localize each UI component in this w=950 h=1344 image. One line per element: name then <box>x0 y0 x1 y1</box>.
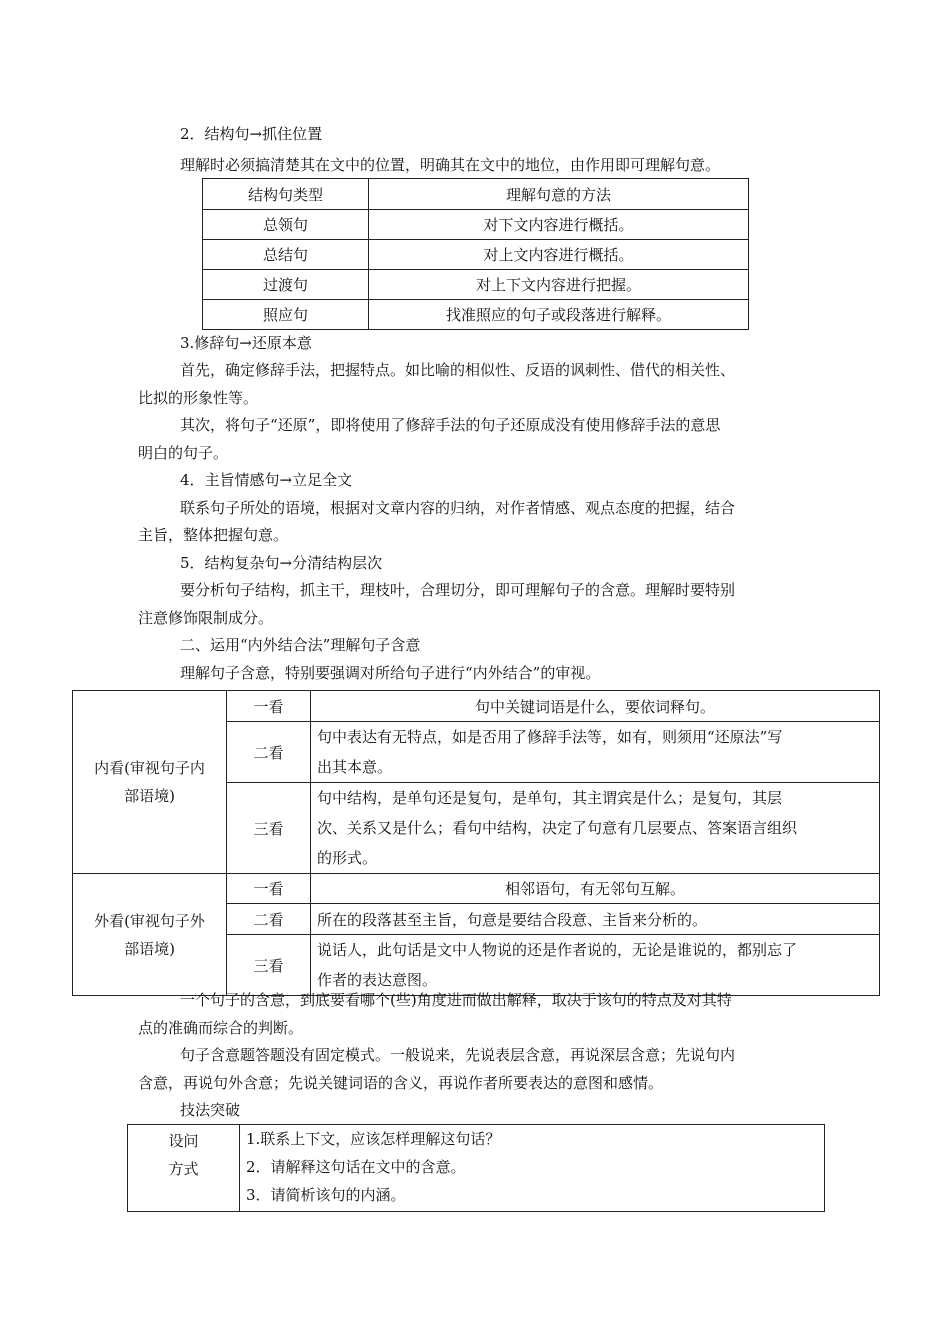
question-format-items <box>240 1125 825 1212</box>
summary-paragraph-line: 句子含意题答题没有固定模式。一般说来，先说表层含意，再说深层含意；先说句内 <box>180 1046 736 1064</box>
section-5-paragraph-line: 要分析句子结构，抓主干，理枝叶，合理切分，即可理解句子的含意。理解时要特别 <box>180 581 736 599</box>
look-text-cell <box>311 783 880 874</box>
table-cell: 对上下文内容进行把握。 <box>369 270 749 300</box>
inner-look-label <box>73 691 227 874</box>
summary-paragraph-line: 含意，再说句外含意；先说关键词语的含义，再说作者所要表达的意图和感情。 <box>138 1074 664 1092</box>
question-format-item: 1.联系上下文，应该怎样理解这句话？ <box>246 1130 501 1148</box>
section-2-intro: 理解时必须搞清楚其在文中的位置，明确其在文中的地位，由作用即可理解句意。 <box>180 156 721 174</box>
outer-look-label-line: 外看(审视句子外 <box>94 911 205 930</box>
section-3-heading: 3.修辞句→还原本意 <box>180 334 312 352</box>
section-4-paragraph-line: 主旨，整体把握句意。 <box>138 526 289 544</box>
table-cell: 对下文内容进行概括。 <box>369 210 749 240</box>
look-cell: 一看 <box>227 691 311 722</box>
section-3-paragraph-line: 明白的句子。 <box>138 444 229 462</box>
look-text-line: 作者的表达意图。 <box>317 971 438 989</box>
table-header-cell: 理解句意的方法 <box>369 179 749 210</box>
look-cell: 三看 <box>227 783 311 874</box>
section-5-paragraph-line: 注意修饰限制成分。 <box>138 609 274 627</box>
look-text-line: 说话人，此句话是文中人物说的还是作者说的，无论是谁说的，都别忘了 <box>317 941 798 959</box>
structure-sentence-table <box>202 178 749 330</box>
look-cell: 一看 <box>227 874 311 904</box>
part-2-intro: 理解句子含意，特别要强调对所给句子进行“内外结合”的审视。 <box>180 664 601 682</box>
look-text-cell: 句中关键词语是什么，要依词释句。 <box>311 691 880 722</box>
table-cell: 找准照应的句子或段落进行解释。 <box>369 300 749 330</box>
look-text-line: 次、关系又是什么；看句中结构，决定了句意有几层要点、答案语言组织 <box>317 819 798 837</box>
section-3-paragraph-line: 其次，将句子“还原”，即将使用了修辞手法的句子还原成没有使用修辞手法的意思 <box>180 416 721 434</box>
summary-paragraph-line: 一个句子的含意，到底要看哪个(些)角度进而做出解释，取决于该句的特点及对其特 <box>180 991 732 1009</box>
table-cell: 总结句 <box>203 240 369 270</box>
section-3-paragraph-line: 比拟的形象性等。 <box>138 389 259 407</box>
look-text-line: 句中结构，是单句还是复句，是单句，其主谓宾是什么；是复句，其层 <box>317 789 783 807</box>
inner-look-label-line: 部语境) <box>124 787 175 805</box>
table-cell: 过渡句 <box>203 270 369 300</box>
question-format-item: 2．请解释这句话在文中的含意。 <box>246 1158 466 1176</box>
section-4-heading: 4．主旨情感句→立足全文 <box>180 471 353 489</box>
look-text-cell: 相邻语句，有无邻句互解。 <box>311 874 880 904</box>
table-cell: 总领句 <box>203 210 369 240</box>
question-format-item: 3．请简析该句的内涵。 <box>246 1186 406 1204</box>
question-format-label <box>128 1125 240 1212</box>
table-cell: 对上文内容进行概括。 <box>369 240 749 270</box>
look-text-line: 的形式。 <box>317 849 378 867</box>
question-format-label-line: 设问 <box>168 1132 199 1150</box>
table-header-cell: 结构句类型 <box>203 179 369 210</box>
look-text-cell <box>311 935 880 996</box>
outer-look-label <box>73 874 227 996</box>
section-5-heading: 5．结构复杂句→分清结构层次 <box>180 554 383 572</box>
part-2-heading: 二、运用“内外结合法”理解句子含意 <box>180 636 421 654</box>
look-text-cell: 所在的段落甚至主旨，句意是要结合段意、主旨来分析的。 <box>311 904 880 935</box>
look-text-cell <box>311 722 880 783</box>
look-text-line: 出其本意。 <box>317 758 393 776</box>
look-cell: 三看 <box>227 935 311 996</box>
outer-look-label-line: 部语境) <box>124 939 175 958</box>
section-2-heading: 2．结构句→抓住位置 <box>180 125 323 143</box>
look-cell: 二看 <box>227 722 311 783</box>
question-format-table <box>127 1124 825 1212</box>
table-cell: 照应句 <box>203 300 369 330</box>
section-4-paragraph-line: 联系句子所处的语境，根据对文章内容的归纳，对作者情感、观点态度的把握，结合 <box>180 499 736 517</box>
question-format-label-line: 方式 <box>168 1160 199 1178</box>
inner-outer-table <box>72 690 880 996</box>
technique-heading: 技法突破 <box>180 1101 241 1119</box>
inner-look-label-line: 内看(审视句子内 <box>94 759 205 777</box>
section-3-paragraph-line: 首先，确定修辞手法，把握特点。如比喻的相似性、反语的讽刺性、借代的相关性、 <box>180 361 736 379</box>
look-text-line: 句中表达有无特点，如是否用了修辞手法等，如有，则须用“还原法”写 <box>317 728 783 746</box>
summary-paragraph-line: 点的准确而综合的判断。 <box>138 1019 304 1037</box>
look-cell: 二看 <box>227 904 311 935</box>
